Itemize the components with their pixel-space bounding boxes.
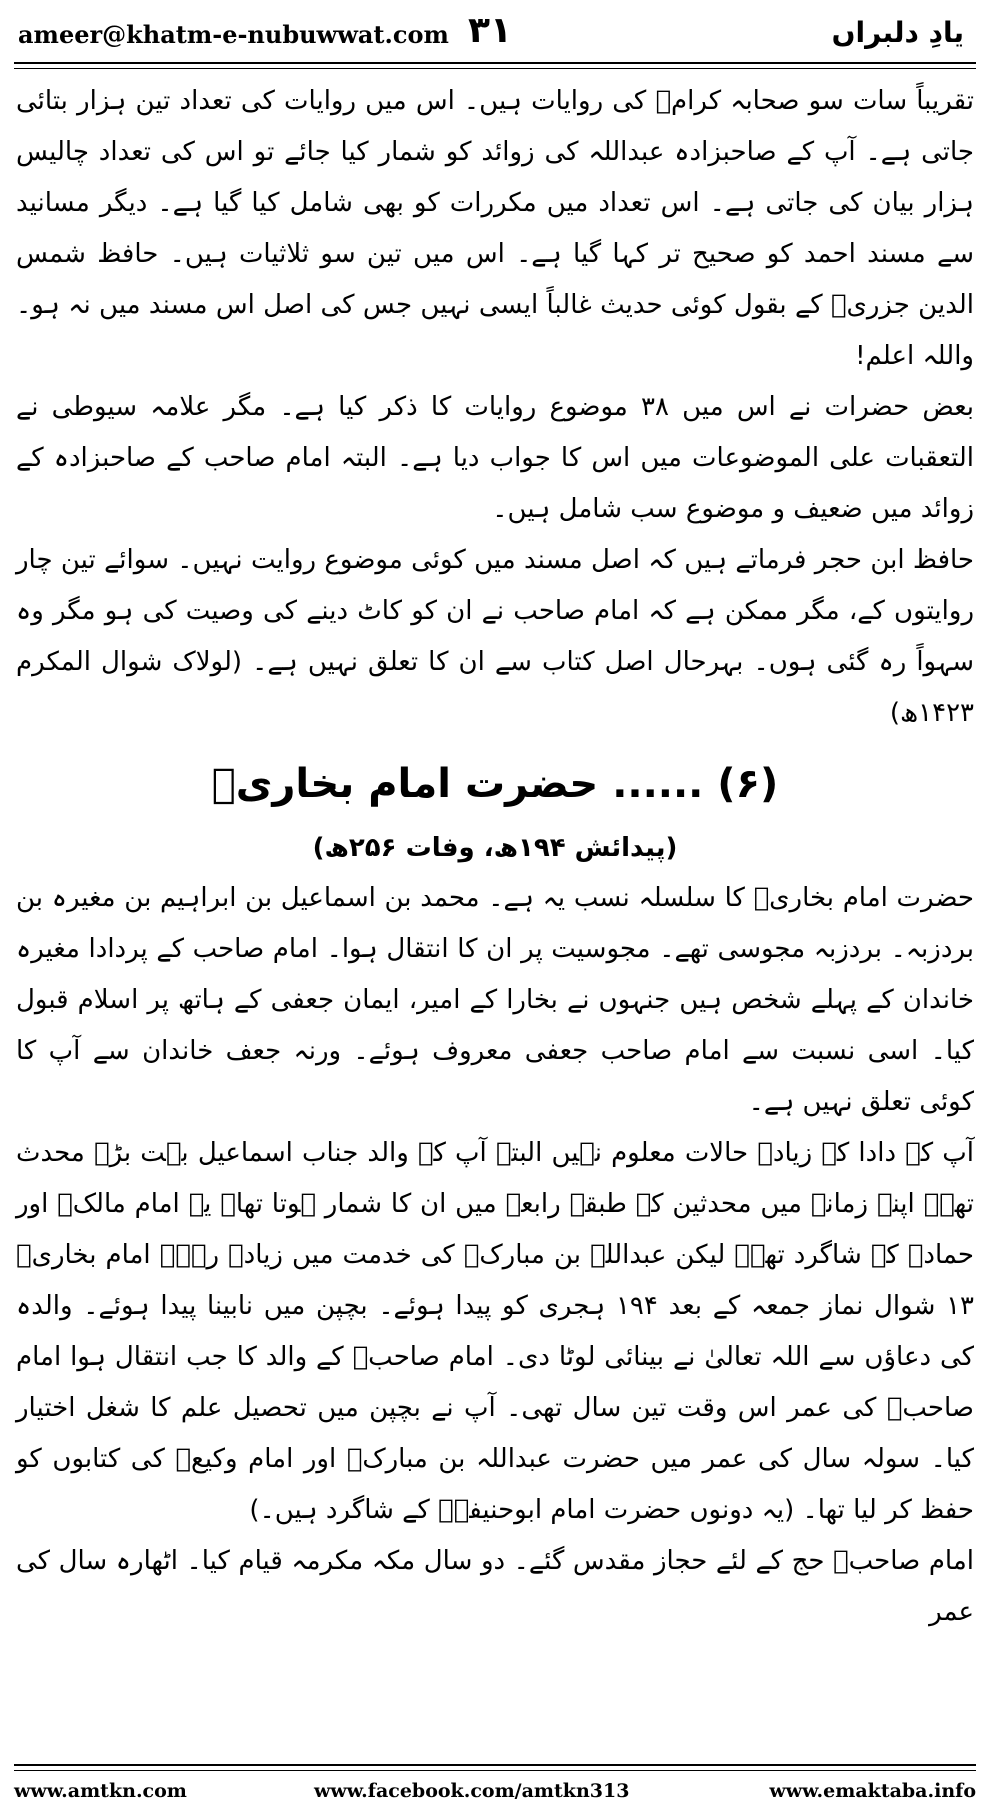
paragraph: امام صاحبؒ حج کے لئے حجاز مقدس گئے۔ دو سال مکہ مکرمہ قیام کیا۔ اٹھارہ سال کی عمر [16, 1546, 974, 1627]
paragraph: تقریباً سات سو صحابہ کرامؓ کی روایات ہیں۔ اس میں روایات کی تعداد تین ہزار بتائی جاتی ہے۔ آپ کے صاحبزادہ عبداللہ کی زوائد کو شمار کیا جائے تو اس کی تعداد چالیس ہزار بیان کی جاتی ہے۔ اس تعداد میں مکررات کو بھی شامل کیا گیا ہے۔ دیگر مسانید سے مسند احمد کو صحیح تر کہا گیا ہے۔ اس میں تین سو ثلاثیات ہیں۔ حافظ شمس الدین جزریؒ کے بقول کوئی حدیث غالباً ایسی نہیں جس کی اصل اس مسند میں نہ ہو۔ واللہ اعلم! [16, 86, 974, 371]
paragraph: حضرت امام بخاریؒ کا سلسلہ نسب یہ ہے۔ محمد بن اسماعیل بن ابراہیم بن مغیرہ بن بردزبہ۔ بردزبہ مجوسی تھے۔ مجوسیت پر ان کا انتقال ہوا۔ امام صاحب کے پردادا مغیرہ خاندان کے پہلے شخص ہیں جنہوں نے بخارا کے امیر، ایمان جعفی کے ہاتھ پر اسلام قبول کیا۔ اسی نسبت سے امام صاحب جعفی معروف ہوئے۔ ورنہ جعف خاندان سے آپ کا کوئی تعلق نہیں ہے۔ [16, 883, 974, 1117]
section-subheading: (پیدائش ۱۹۴ھ، وفات ۲۵۶ھ) [312, 833, 678, 863]
page-content [16, 76, 974, 1756]
section-heading: (۶) ...... حضرت امام بخاریؒ [211, 761, 779, 807]
page-number: ۳۱ [468, 10, 512, 51]
header-email: ameer@khatm-e-nubuwwat.com [18, 20, 449, 49]
footer-link-center[interactable]: www.facebook.com/amtkn313 [314, 1780, 630, 1802]
footer-rule [14, 1764, 976, 1766]
footer-link-left[interactable]: www.amtkn.com [14, 1780, 187, 1802]
footer-rule-thin [14, 1770, 976, 1771]
header-rule [14, 62, 976, 64]
footer-link-right[interactable]: www.emaktaba.info [769, 1780, 976, 1802]
page-header [8, 8, 978, 58]
paragraph: آپ کے دادا کے زیادہ حالات معلوم نہیں البتہ آپ کے والد جناب اسماعیل بہت بڑے محدث تھے۔ اپنے زمانہ میں محدثین کے طبقہ رابعہ میں ان کا شمار ہوتا تھا۔ یہ امام مالکؒ اور حمادؒ کے شاگرد تھے۔ لیکن عبداللہ بن مبارکؒ کی خدمت میں زیادہ رہے۔ امام بخاریؒ ۱۳ شوال نماز جمعہ کے بعد ۱۹۴ ہجری کو پیدا ہوئے۔ بچپن میں نابینا پیدا ہوئے۔ والدہ کی دعاؤں سے اللہ تعالیٰ نے بینائی لوٹا دی۔ امام صاحبؒ کے والد کا جب انتقال ہوا امام صاحبؒ کی عمر اس وقت تین سال تھی۔ آپ نے بچپن میں تحصیل علم کا شغل اختیار کیا۔ سولہ سال کی عمر میں حضرت عبداللہ بن مبارکؒ اور امام وکیعؒ کی کتابوں کو حفظ کر لیا تھا۔ (یہ دونوں حضرت امام ابوحنیفہؒ کے شاگرد ہیں۔) [16, 1138, 974, 1525]
book-title: یادِ دلبراں [831, 16, 964, 49]
paragraph: حافظ ابن حجر فرماتے ہیں کہ اصل مسند میں کوئی موضوع روایت نہیں۔ سوائے تین چار روایتوں کے، مگر ممکن ہے کہ امام صاحب نے ان کو کاٹ دینے کی وصیت کی ہو مگر وہ سہواً رہ گئی ہوں۔ بہرحال اصل کتاب سے ان کا تعلق نہیں ہے۔ (لولاک شوال المکرم ۱۴۲۳ھ) [16, 545, 974, 728]
paragraph: بعض حضرات نے اس میں ۳۸ موضوع روایات کا ذکر کیا ہے۔ مگر علامہ سیوطی نے التعقبات علی الموضوعات میں اس کا جواب دیا ہے۔ البتہ امام صاحب کے صاحبزادہ کے زوائد میں ضعیف و موضوع سب شامل ہیں۔ [16, 392, 974, 524]
page-footer [14, 1778, 976, 1808]
header-rule-thin [14, 68, 976, 69]
